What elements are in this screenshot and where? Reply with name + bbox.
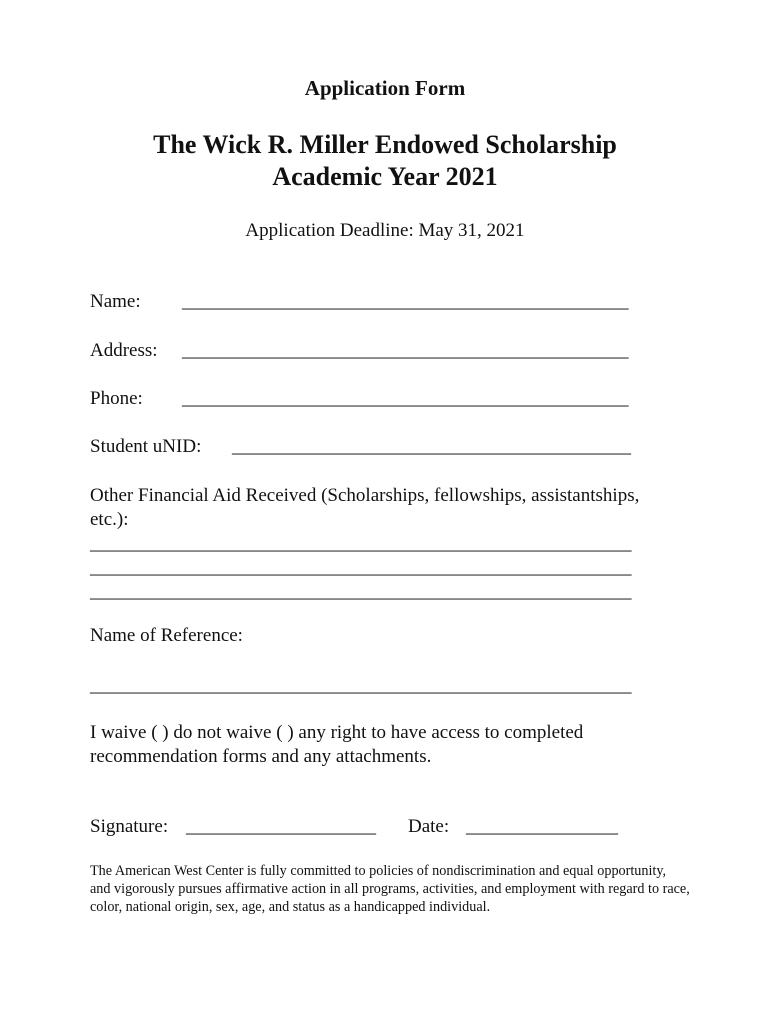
address-field[interactable]: _______________________________________________: [182, 340, 629, 361]
unid-label: Student uNID:: [90, 436, 202, 457]
other-aid-label-cont: etc.):: [90, 509, 129, 530]
reference-field[interactable]: _________________________________________________________: [90, 675, 632, 696]
unid-field[interactable]: __________________________________________: [232, 436, 631, 457]
phone-label: Phone:: [90, 388, 143, 409]
other-aid-line-2[interactable]: _________________________________________________________: [90, 557, 632, 578]
application-deadline: Application Deadline: May 31, 2021: [245, 220, 525, 241]
date-field[interactable]: ________________: [466, 816, 618, 837]
signature-label: Signature:: [90, 816, 169, 837]
name-label: Name:: [90, 291, 141, 312]
scholarship-title: The Wick R. Miller Endowed Scholarship: [153, 130, 617, 159]
reference-label: Name of Reference:: [90, 625, 243, 646]
form-heading: Application Form: [304, 76, 466, 100]
academic-year: Academic Year 2021: [272, 162, 498, 191]
waiver-text-cont: recommendation forms and any attachments.: [90, 746, 432, 767]
signature-field[interactable]: ____________________: [186, 816, 376, 837]
other-aid-line-3[interactable]: _________________________________________________________: [90, 581, 632, 602]
name-field[interactable]: _______________________________________________: [182, 291, 629, 312]
other-aid-line-1[interactable]: _________________________________________________________: [90, 533, 632, 554]
address-label: Address:: [90, 340, 158, 361]
other-aid-label: Other Financial Aid Received (Scholarships, fellowships, assistantships,: [90, 485, 640, 506]
waiver-text: I waive ( ) do not waive ( ) any right to have access to completed: [90, 722, 584, 743]
date-label: Date:: [408, 816, 450, 837]
phone-field[interactable]: _______________________________________________: [182, 388, 629, 409]
nondiscrimination-statement: The American West Center is fully committed to policies of nondiscrimination and equal opportunity, and vigorously pursues affirmative action in all programs, activities, and employment with regard to race, color, national origin, sex, age, and status as a handicapped individual.: [90, 863, 690, 915]
